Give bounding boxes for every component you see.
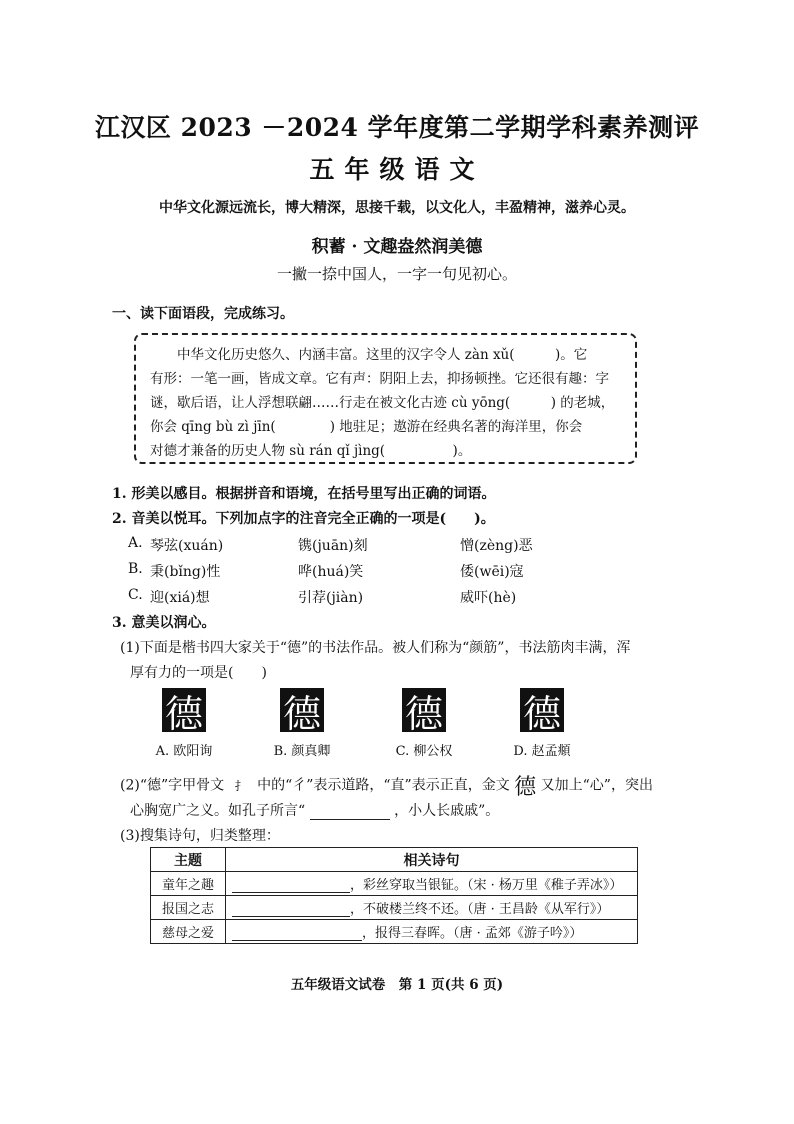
question-1: 1. 形美以感目。根据拼音和语境，在括号里写出正确的词语。: [112, 486, 496, 502]
answer-blank[interactable]: [310, 819, 390, 820]
question-3-2-line1: [120, 770, 653, 801]
verse-text: ，不破楼兰终不还。（唐 · 王昌龄《从军行》）: [350, 902, 610, 917]
option-c-item: 威吓(hè): [460, 590, 517, 606]
passage-line: 有形：一笔一画，皆成文章。它有声：阴阳上去，抑扬顿挫。它还很有趣：字: [150, 371, 609, 387]
passage-line: 谜，歇后语，让人浮想联翩……行走在被文化古迹 cù yōng( ) 的老城，: [150, 395, 615, 411]
table-row: [151, 872, 638, 896]
option-b-label: B.: [128, 561, 143, 577]
passage-line: 中华文化历史悠久、内涵丰富。这里的汉字令人 zàn xǔ( )。它: [177, 347, 588, 363]
table-cell-topic: 童年之趣: [151, 872, 226, 896]
q32-text: (2)“德”字甲骨文: [120, 777, 225, 794]
table-row: [151, 896, 638, 920]
passage-line: 你会 qīng bù zì jīn( ) 地驻足；遨游在经典名著的海洋里，你会: [150, 419, 583, 435]
motto: 中华文化源远流长，博大精深，思接千载，以文化人，丰盈精神，滋养心灵。: [159, 200, 635, 216]
table-cell-verse: [226, 896, 638, 920]
table-cell-verse: [226, 872, 638, 896]
option-a-label: A.: [128, 535, 143, 551]
table-header: 主题: [151, 848, 226, 872]
option-b-item: 哗(huá)笑: [298, 564, 364, 580]
exam-subtitle: 五年级语文: [309, 155, 485, 184]
verse-text: ，彩丝穿取当银钲。（宋 · 杨万里《稚子弄冰》）: [350, 878, 623, 893]
option-b-item: 秉(bǐng)性: [150, 564, 221, 580]
calligraphy-yanzhenqing: 德: [280, 688, 324, 732]
question-3-1-line2: 厚有力的一项是( ): [130, 665, 267, 681]
oracle-bone-glyph: ⺘: [234, 779, 247, 793]
answer-blank[interactable]: [232, 916, 350, 917]
calligraphy-label: B. 颜真卿: [273, 744, 331, 759]
option-a-item: 镌(juān)刻: [298, 538, 368, 554]
table-header: 相关诗句: [226, 848, 638, 872]
poems-table: [150, 847, 638, 944]
verse-text: ，报得三春晖。（唐 · 孟郊《游子吟》）: [362, 926, 583, 941]
option-a-item: 琴弦(xuán): [150, 538, 224, 554]
page-footer: 五年级语文试卷 第 1 页(共 6 页): [290, 977, 504, 993]
q32-text: 中的“彳”表示道路，“直”表示正直，金文: [257, 777, 510, 794]
bronze-script-glyph: 德: [514, 775, 537, 800]
exam-title: 江汉区 2023 －2024 学年度第二学期学科素养测评: [94, 113, 700, 142]
passage-box: [134, 333, 637, 464]
q32-text: 又加上“心”，突出: [540, 777, 653, 794]
table-cell-topic: 慈母之爱: [151, 920, 226, 944]
option-c-item: 引荐(jiàn): [298, 590, 364, 606]
answer-blank[interactable]: [232, 940, 362, 941]
answer-blank[interactable]: [232, 892, 350, 893]
calligraphy-liugongquan: 德: [402, 688, 446, 732]
table-cell-topic: 报国之志: [151, 896, 226, 920]
option-c-label: C.: [128, 587, 143, 603]
calligraphy-label: A. 欧阳询: [155, 744, 213, 759]
q32-text: ，小人长戚戚”。: [394, 803, 500, 819]
part1-heading: 一、读下面语段，完成练习。: [112, 306, 294, 322]
table-header-row: [151, 848, 638, 872]
table-cell-verse: [226, 920, 638, 944]
option-b-item: 倭(wēi)寇: [460, 564, 524, 580]
calligraphy-zhaomengfu: 德: [520, 688, 564, 732]
section-title: 积蓄 · 文趣盎然润美德: [311, 237, 483, 257]
passage-line: 对德才兼备的历史人物 sù rán qǐ jìng( )。: [150, 443, 472, 459]
calligraphy-label: D. 赵孟頫: [513, 744, 571, 759]
section-subtitle: 一撇一捺中国人，一字一句见初心。: [276, 265, 517, 283]
calligraphy-row: [0, 682, 794, 760]
calligraphy-label: C. 柳公权: [395, 744, 453, 759]
q32-text: 心胸宽广之义。如孔子所言“: [130, 803, 306, 819]
option-c-item: 迎(xiá)想: [150, 590, 210, 606]
question-3-1-line1: (1)下面是楷书四大家关于“德”的书法作品。被人们称为“颜筋”，书法筋肉丰满，浑: [120, 640, 631, 656]
table-row: [151, 920, 638, 944]
question-3: 3. 意美以润心。: [112, 615, 216, 631]
option-a-item: 憎(zèng)恶: [460, 538, 533, 554]
calligraphy-ouyangxun: 德: [162, 688, 206, 732]
question-3-3: (3)搜集诗句，归类整理：: [120, 828, 280, 844]
question-2: 2. 音美以悦耳。下列加点字的注音完全正确的一项是( )。: [112, 511, 495, 527]
question-3-2-line2: [130, 800, 499, 820]
